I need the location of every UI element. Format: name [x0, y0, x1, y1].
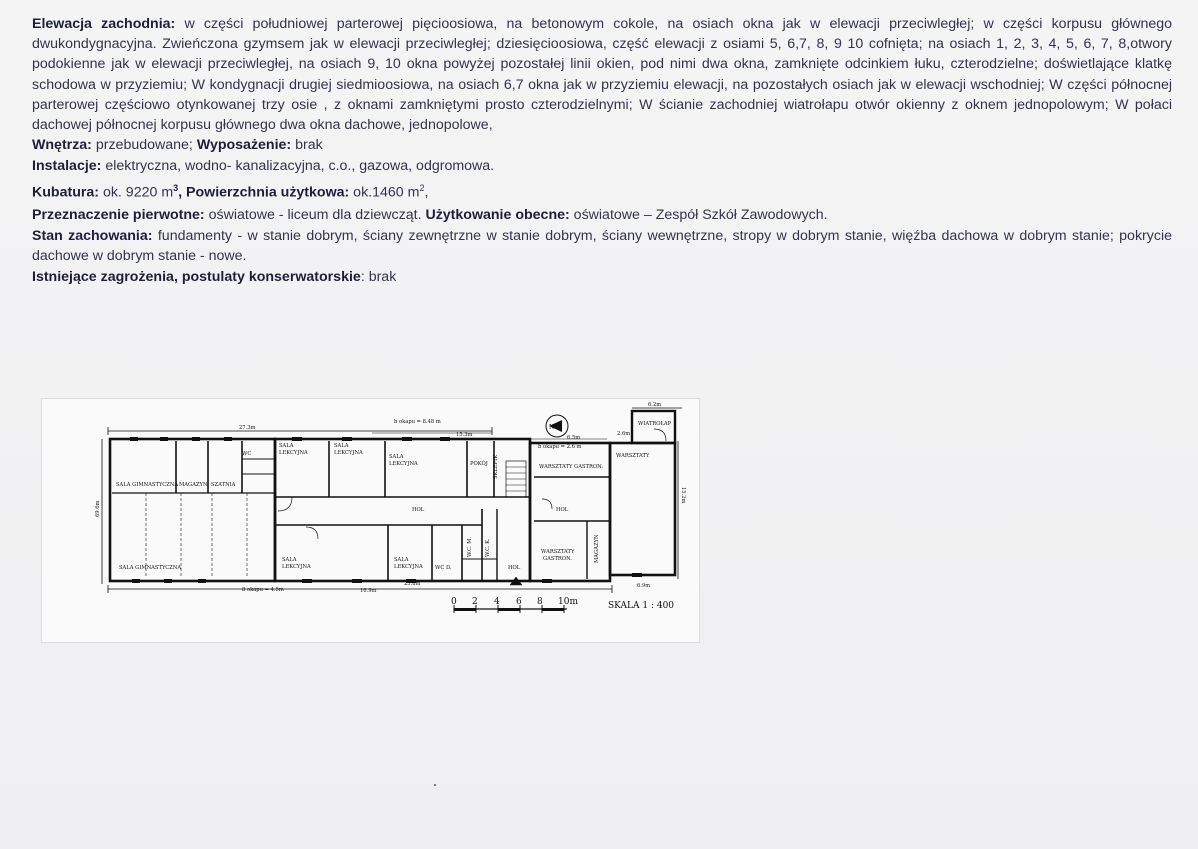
room-sala-lekcyjna-5-a: SALA: [394, 557, 409, 563]
floor-plan: [41, 398, 700, 643]
room-hol-3: HOL: [556, 507, 569, 513]
wing-wiatrolap: [632, 411, 675, 443]
room-sala-lekcyjna-4-a: SALA: [282, 557, 297, 563]
room-wc-d: WC D.: [435, 565, 452, 571]
room-warsztaty-gastron-top: WARSZTATY GASTRON.: [539, 464, 603, 470]
dim-top-left: 27.3m: [239, 425, 256, 431]
elewacja-zachodnia-label: Elewacja zachodnia:: [32, 16, 176, 32]
scale-bar: [454, 605, 567, 613]
room-sala-lekcyjna-5-b: LEKCYJNA: [394, 564, 423, 570]
wnetrza-value: przebudowane;: [91, 137, 197, 154]
zagrozenia-value: : brak: [360, 269, 397, 286]
elewacja-zachodnia-paragraph: [32, 14, 1172, 135]
room-sklepik: SKLEPIK: [493, 454, 499, 479]
scale-tick-2: 2: [472, 597, 478, 607]
scale-tick-10: 10m: [558, 597, 578, 607]
dim-bottom-mid: 16.9m: [360, 588, 377, 594]
dim-top-mid2: 15.3m: [456, 432, 473, 438]
scale-tick-0: 0: [451, 597, 457, 607]
przeznaczenie-value: oświatowe - liceum dla dziewcząt.: [204, 206, 426, 223]
dim-left-side: 69.6m: [95, 500, 101, 517]
dim-right-side: 15.2m: [680, 487, 686, 504]
instalacje-line: [32, 156, 1172, 176]
kubatura-value: ok. 9220 m: [99, 184, 174, 201]
wnetrza-line: [32, 135, 1172, 155]
wnetrza-label: Wnętrza:: [32, 137, 92, 154]
stan-zachowania-label: Stan zachowania:: [32, 227, 153, 244]
north-label: N: [549, 424, 555, 431]
room-warsztaty-gastron-bottom-b: GASTRON.: [543, 556, 572, 562]
przeznaczenie-line: [32, 205, 1172, 225]
room-hol-1: HOL: [412, 507, 425, 513]
wing-gym: [110, 439, 275, 581]
stan-zachowania-value: fundamenty - w stanie dobrym, ściany zewnętrzne w stanie dobrym, ściany wewnętrzne, stropy w dobrym stanie, więźba dachowa w dobrym stanie; pokrycie dachowe w dobrym stanie - nowe.: [32, 227, 1173, 264]
room-magazyn-right: MAGAZYN: [594, 534, 600, 563]
room-sala-lekcyjna-1-b: LEKCYJNA: [279, 450, 308, 456]
kubatura-tail: ,: [424, 184, 429, 201]
room-sala-lekcyjna-4-b: LEKCYJNA: [282, 564, 311, 570]
powierzchnia-label: , Powierzchnia użytkowa:: [178, 184, 350, 201]
kubatura-line: [32, 178, 1172, 203]
uzytkowanie-label: Użytkowanie obecne:: [425, 206, 570, 223]
room-wc-k: W.C. K.: [485, 538, 491, 557]
dim-wiatrolap-top: 6.2m: [648, 402, 662, 408]
instalacje-value: elektryczna, wodno- kanalizacyjna, c.o., gazowa, odgromowa.: [101, 158, 495, 175]
scale-tick-8: 8: [537, 597, 543, 607]
room-sala-lekcyjna-3-a: SALA: [389, 454, 404, 460]
room-sala-lekcyjna-3-b: LEKCYJNA: [389, 461, 418, 467]
room-sala-lekcyjna-2-b: LEKCYJNA: [334, 450, 363, 456]
room-warsztaty-gastron-bottom-a: WARSZTATY: [541, 549, 575, 555]
room-sala-lekcyjna-1-a: SALA: [279, 443, 294, 449]
przeznaczenie-label: Przeznaczenie pierwotne:: [32, 206, 205, 223]
dim-wiatrolap-side: 2.6m: [617, 431, 631, 437]
dim-right-block: 6.5m: [567, 435, 581, 441]
scan-speck: [434, 784, 436, 786]
room-wc-m: W.C. M.: [467, 536, 473, 557]
powierzchnia-unit-sup: 2: [419, 182, 425, 193]
wing-workshop: [610, 443, 675, 575]
room-sala-lekcyjna-2-a: SALA: [334, 443, 349, 449]
room-sala-gimnastyczna-bottom: SALA GIMNASTYCZNA: [119, 565, 182, 571]
zagrozenia-line: [32, 267, 1172, 287]
room-pokoj: POKÓJ: [470, 461, 488, 467]
zagrozenia-label: Istniejące zagrożenia: [32, 269, 174, 286]
wyposazenie-label: Wyposażenie:: [196, 137, 292, 154]
dim-top-right: b okapu = 2.6 m: [538, 444, 582, 450]
dim-top-mid: b okapu = 8.48 m: [394, 419, 441, 425]
kubatura-label: Kubatura:: [32, 184, 99, 201]
dim-bottom-mid2: 25.8m: [404, 581, 421, 587]
scale-tick-4: 4: [494, 597, 500, 607]
room-wc-left: WC: [242, 451, 252, 457]
stan-zachowania-paragraph: [32, 226, 1172, 266]
room-wiatrolap: WIATROŁAP: [638, 421, 672, 427]
instalacje-label: Instalacje:: [32, 158, 102, 175]
wyposazenie-value: brak: [291, 137, 323, 154]
postulaty-label: , postulaty konserwatorskie: [173, 269, 361, 286]
document-text: [32, 14, 1172, 287]
room-hol-2: HOL: [508, 565, 521, 571]
room-warsztaty: WARSZTATY: [616, 453, 650, 459]
room-magazyn-left: MAGAZYN: [179, 482, 208, 488]
elewacja-zachodnia-text: w części południowej parterowej pięcioosiowa, na betonowym cokole, na osiach okna jak w elewacji przeciwległej; w części korpusu głównego dwukondygnacyjna. Zwieńczona gzymsem jak w elewacji przeciwległej; dziesięcioosiowa, część elewacji z osiami 5, 6,7, 8, 9 10 cofnięta; na osiach 1, 2, 3, 4, 5, 6, 7, 8,otwory podokienne jak w elewacji przeciwległej, na osiach 9, 10 okna powyżej pozostałej linii okien, pod nimi dwa okna, zamknięte odcinkiem łuku, czterodzielne; doświetlające klatkę schodowa w przyziemiu; W kondygnacji drugiej siedmioosiowa, na osiach 6,7 okna jak w przyziemiu elewacji, na pozostałych osiach jak w elewacji wschodniej; W części północnej parterowej częściowo otynkowanej trzy osie , z oknami zamkniętymi prosto czterodzielnymi; W ścianie zachodniej wiatrołapu otwór okienny z oknem jednopolowym; W połaci dachowej północnej korpusu głównego dwa okna dachowe, jednopolowe,: [32, 16, 1173, 134]
scale-tick-6: 6: [516, 597, 522, 607]
scale-label: SKALA 1 : 400: [608, 601, 675, 611]
room-szatnia: SZATNIA: [211, 482, 236, 488]
dim-bottom-right: 6.9m: [637, 583, 651, 589]
dim-bottom-left: 8 okapu = 4.5m: [242, 587, 284, 593]
powierzchnia-value: ok.1460 m: [349, 184, 420, 201]
kubatura-unit-sup: 3: [173, 182, 179, 193]
floor-plan-drawing: [42, 399, 699, 642]
room-sala-gimnastyczna-top: SALA GIMNASTYCZNA: [116, 482, 179, 488]
uzytkowanie-value: oświatowe – Zespół Szkół Zawodowych.: [569, 206, 828, 223]
